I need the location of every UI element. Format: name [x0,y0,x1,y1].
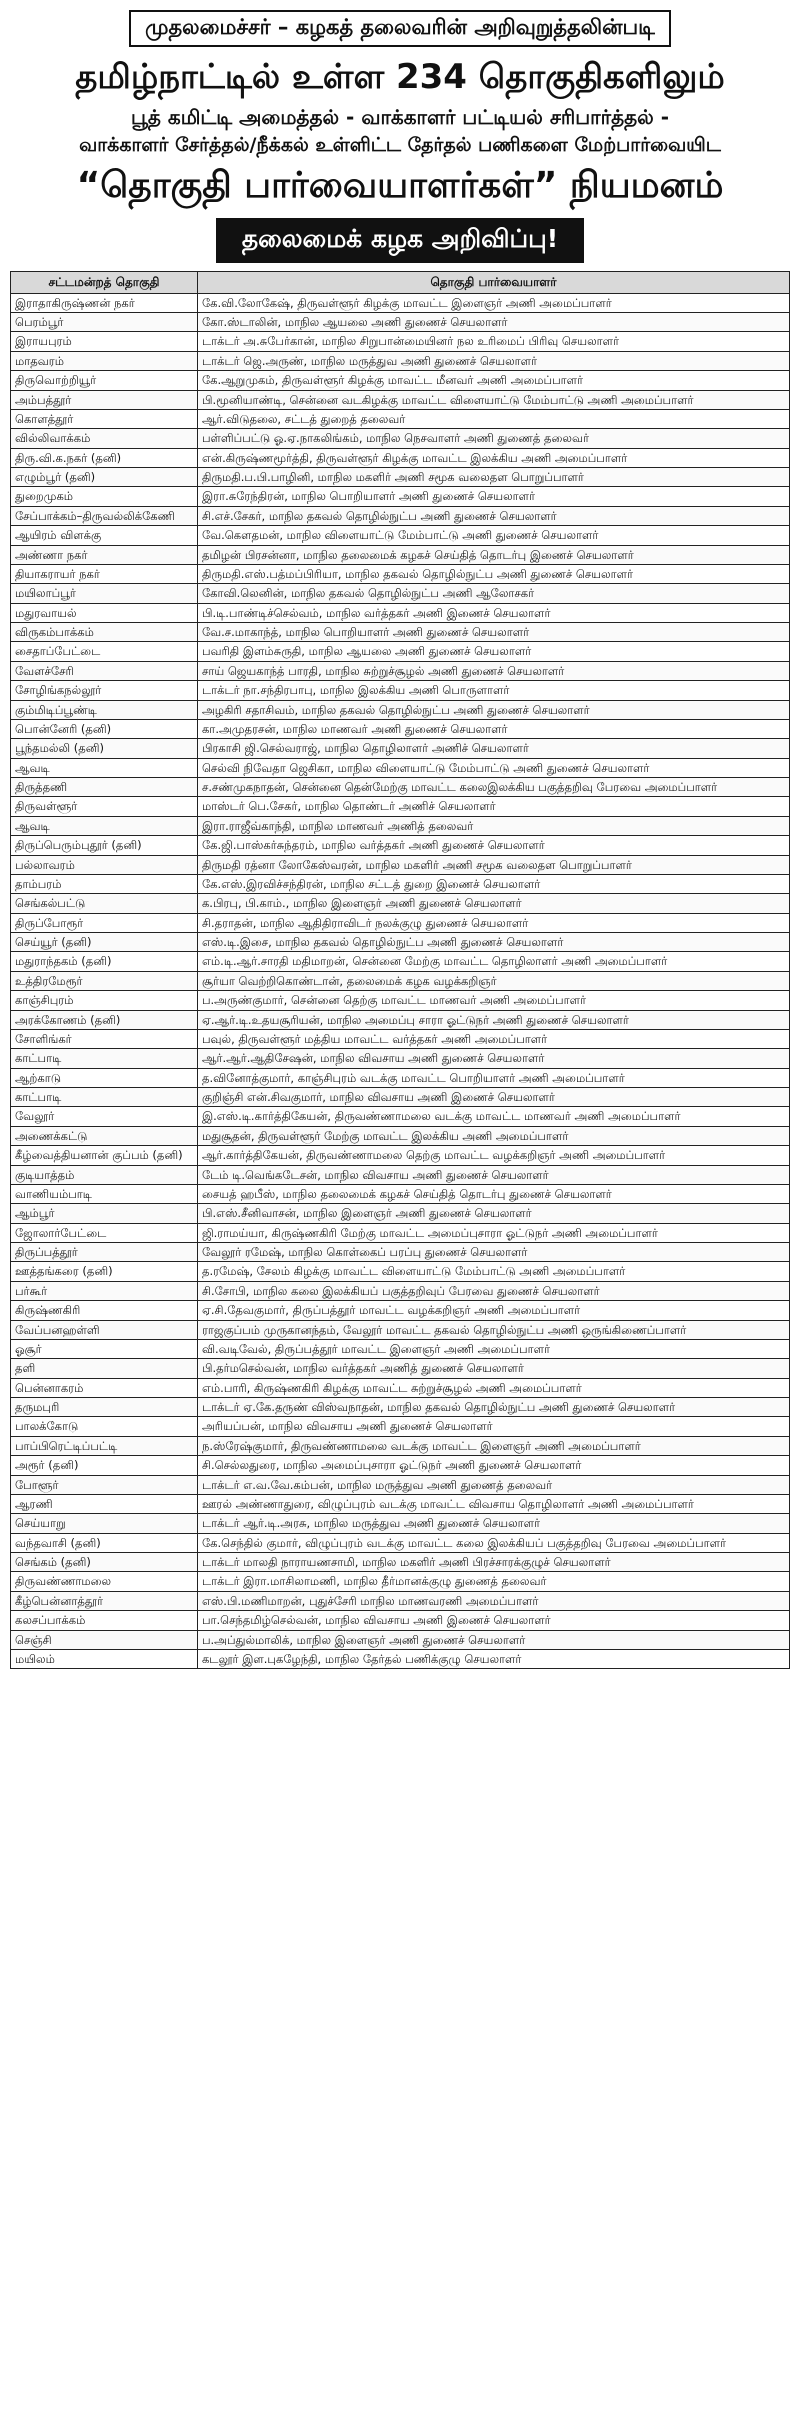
observer-cell: கோவி.லெனின், மாநில தகவல் தொழில்நுட்ப அணி ஆலோசகர் [197,584,789,603]
observer-cell: பி.எஸ்.சீனிவாசன், மாநில இளைஞர் அணி துணைச் செயலாளர் [197,1204,789,1223]
observer-cell: சி.சோபி, மாநில கலை இலக்கியப் பகுத்தறிவுப் பேரவை துணைச் செயலாளர் [197,1281,789,1300]
constituency-cell: கிருஷ்ணகிரி [11,1301,198,1320]
table-row [11,390,790,409]
table-row [11,1262,790,1281]
observer-cell: கே.ஜி.பாஸ்கர்சுந்தரம், மாநில வர்த்தகர் அணி துணைச் செயலாளர் [197,836,789,855]
table-row [11,1475,790,1494]
constituency-cell: செஞ்சி [11,1630,198,1649]
headline-primary: தமிழ்நாட்டில் உள்ள 234 தொகுதிகளிலும் [75,57,725,97]
observer-cell: பி.டி.பாண்டிச்செல்வம், மாநில வர்த்தகர் அணி இணைச் செயலாளர் [197,603,789,622]
table-row [11,797,790,816]
observer-cell: டாக்டர் ஏ.கே.தருண் விஸ்வநாதன், மாநில தகவல் தொழில்நுட்ப அணி துணைச் செயலாளர் [197,1398,789,1417]
constituency-cell: ஆற்காடு [11,1068,198,1087]
constituency-cell: மாதவரம் [11,351,198,370]
table-row [11,1649,790,1668]
table-row [11,1243,790,1262]
observer-cell: டாக்டர் எ.வ.வே.கம்பன், மாநில மருத்துவ அணி துணைத் தலைவர் [197,1475,789,1494]
observer-cell: டாக்டர் நா.சந்திரபாபு, மாநில இலக்கிய அணி பொருளாளர் [197,681,789,700]
constituency-cell: கீழ்பென்னாத்தூர் [11,1591,198,1610]
table-row [11,1010,790,1029]
table-row [11,1514,790,1533]
table-row [11,1611,790,1630]
table-row [11,371,790,390]
observer-cell: திருமதி ரத்னா லோகேஸ்வரன், மாநில மகளிர் அணி சமூக வலைதள பொறுப்பாளர் [197,855,789,874]
table-row [11,1107,790,1126]
observer-cell: ஊரல் அண்ணாதுரை, விழுப்புரம் வடக்கு மாவட்ட விவசாய தொழிலாளர் அணி அமைப்பாளர் [197,1494,789,1513]
table-row [11,894,790,913]
table-row [11,661,790,680]
constituency-cell: சோழிங்கநல்லூர் [11,681,198,700]
constituency-cell: திருப்பத்தூர் [11,1243,198,1262]
observer-cell: இ.எஸ்.டி.கார்த்திகேயன், திருவண்ணாமலை வடக்கு மாவட்ட மாணவர் அணி அமைப்பாளர் [197,1107,789,1126]
constituency-cell: பூந்தமல்லி (தனி) [11,739,198,758]
constituency-cell: திருப்போரூர் [11,913,198,932]
kicker-text: முதலமைச்சர் – கழகத் தலைவரின் அறிவுறுத்தலின்படி [129,10,671,47]
observer-cell: டாக்டர் ஆர்.டி.அரசு, மாநில மருத்துவ அணி துணைச் செயலாளர் [197,1514,789,1533]
constituency-cell: செங்கம் (தனி) [11,1553,198,1572]
observer-cell: ராஜகுப்பம் முருகானந்தம், வேலூர் மாவட்ட தகவல் தொழில்நுட்ப அணி ஒருங்கிணைப்பாளர் [197,1320,789,1339]
kicker-box [10,10,790,47]
table-row [11,778,790,797]
table-row [11,874,790,893]
table-row [11,952,790,971]
table-row [11,1126,790,1145]
table-row [11,816,790,835]
observer-cell: வேலூர் ரமேஷ், மாநில கொள்கைப் பரப்பு துணைச் செயலாளர் [197,1243,789,1262]
constituency-cell: பொன்னேரி (தனி) [11,719,198,738]
table-row [11,642,790,661]
table-row [11,1533,790,1552]
table-row [11,1320,790,1339]
constituency-cell: திருப்பெரும்புதூர் (தனி) [11,836,198,855]
observer-cell: வி.வடிவேல், திருப்பத்தூர் மாவட்ட இளைஞர் அணி அமைப்பாளர் [197,1339,789,1358]
table-row [11,739,790,758]
observer-cell: திருமதி.ப.பி.பாழினி, மாநில மகளிர் அணி சமூக வலைதள பொறுப்பாளர் [197,468,789,487]
constituency-cell: பல்லாவரம் [11,855,198,874]
constituency-cell: தியாகராயர் நகர் [11,564,198,583]
table-row [11,448,790,467]
table-row [11,719,790,738]
table-row [11,1630,790,1649]
observer-cell: பள்ளிப்பட்டு ஓ.ஏ.நாகலிங்கம், மாநில நெசவாளர் அணி துணைத் தலைவர் [197,429,789,448]
table-row [11,1184,790,1203]
observer-cell: எஸ்.பி.மணிமாறன், புதுச்சேரி மாநில மாணவரணி அமைப்பாளர் [197,1591,789,1610]
constituency-cell: மயிலம் [11,1649,198,1668]
observer-cell: ஏ.ஆர்.டி.உதயசூரியன், மாநில அமைப்பு சாரா ஓட்டுநர் அணி துணைச் செயலாளர் [197,1010,789,1029]
constituency-cell: ஆரணி [11,1494,198,1513]
constituency-cell: ஊத்தங்கரை (தனி) [11,1262,198,1281]
constituency-cell: மதுரவாயல் [11,603,198,622]
observer-cell: டேம் டி.வெங்கடேசன், மாநில விவசாய அணி துணைச் செயலாளர் [197,1165,789,1184]
table-row [11,409,790,428]
observer-cell: பா.செந்தமிழ்செல்வன், மாநில விவசாய அணி இணைச் செயலாளர் [197,1611,789,1630]
constituency-cell: சேப்பாக்கம்–திருவல்லிக்கேணி [11,506,198,525]
table-row [11,1204,790,1223]
subheadline-line-2: வாக்காளர் சேர்த்தல்/நீக்கல் உள்ளிட்ட தேர்தல் பணிகளை மேற்பார்வையிட [79,133,721,156]
table-row [11,1165,790,1184]
observer-cell: திருமதி.எஸ்.பத்மப்பிரியா, மாநில தகவல் தொழில்நுட்ப அணி துணைச் செயலாளர் [197,564,789,583]
table-row [11,293,790,312]
observer-cell: எஸ்.டி.இசை, மாநில தகவல் தொழில்நுட்ப அணி துணைச் செயலாளர் [197,933,789,952]
observer-cell: பி.தர்மசெல்வன், மாநில வர்த்தகர் அணித் துணைச் செயலாளர் [197,1359,789,1378]
constituency-cell: கலசப்பாக்கம் [11,1611,198,1630]
constituency-cell: இராயபுரம் [11,332,198,351]
constituency-cell: அண்ணா நகர் [11,545,198,564]
constituency-cell: பர்கூர் [11,1281,198,1300]
table-row [11,1088,790,1107]
constituency-cell: துறைமுகம் [11,487,198,506]
observer-cell: சி.செல்லதுரை, மாநில அமைப்புசாரா ஓட்டுநர் அணி துணைச் செயலாளர் [197,1456,789,1475]
constituency-cell: மதுராந்தகம் (தனி) [11,952,198,971]
observer-cell: இரா.ராஜீவ்காந்தி, மாநில மாணவர் அணித் தலைவர் [197,816,789,835]
observer-cell: இரா.சுரேந்திரன், மாநில பொறியாளர் அணி துணைச் செயலாளர் [197,487,789,506]
constituency-cell: இராதாகிருஷ்ணன் நகர் [11,293,198,312]
observer-cell: சையத் ஹபீஸ், மாநில தலைமைக் கழகச் செய்தித் தொடர்பு துணைச் செயலாளர் [197,1184,789,1203]
table-row [11,1456,790,1475]
constituency-cell: திருவண்ணாமலை [11,1572,198,1591]
table-row [11,681,790,700]
observer-cell: டாக்டர் ஜெ.அருண், மாநில மருத்துவ அணி துணைச் செயலாளர் [197,351,789,370]
constituency-cell: ஜோலார்பேட்டை [11,1223,198,1242]
table-row [11,758,790,777]
table-row [11,1146,790,1165]
table-row [11,1223,790,1242]
observer-cell: குறிஞ்சி என்.சிவகுமார், மாநில விவசாய அணி இணைச் செயலாளர் [197,1088,789,1107]
table-row [11,1553,790,1572]
constituency-cell: அரக்கோணம் (தனி) [11,1010,198,1029]
observers-table [10,271,790,1670]
observer-cell: கோ.ஸ்டாலின், மாநில ஆயலை அணி துணைச் செயலாளர் [197,313,789,332]
banner-wrap [10,218,790,263]
subheadline-line-1: பூத் கமிட்டி அமைத்தல் - வாக்காளர் பட்டியல் சரிபார்த்தல் - [131,104,669,129]
observer-cell: அரியப்பன், மாநில விவசாய அணி துணைச் செயலாளர் [197,1417,789,1436]
observer-cell: என்.கிருஷ்ணமூர்த்தி, திருவள்ளூர் கிழக்கு மாவட்ட இலக்கிய அணி அமைப்பாளர் [197,448,789,467]
table-row [11,913,790,932]
observer-cell: க.பிரபு, பி.காம்., மாநில இளைஞர் அணி துணைச் செயலாளர் [197,894,789,913]
constituency-cell: திருவொற்றியூர் [11,371,198,390]
table-row [11,623,790,642]
observer-cell: கே.ஆறுமுகம், திருவள்ளூர் கிழக்கு மாவட்ட மீனவர் அணி அமைப்பாளர் [197,371,789,390]
observer-cell: டாக்டர் மாலதி நாராயணசாமி, மாநில மகளிர் அணி பிரச்சாரக்குழுச் செயலாளர் [197,1553,789,1572]
constituency-cell: ஆவடி [11,816,198,835]
observer-cell: ச.சண்முகநாதன், சென்னை தென்மேற்கு மாவட்ட கலைஇலக்கிய பகுத்தறிவு பேரவை அமைப்பாளர் [197,778,789,797]
constituency-cell: ஆயிரம் விளக்கு [11,526,198,545]
column-header-observer: தொகுதி பார்வையாளர் [197,271,789,293]
constituency-cell: ஆம்பூர் [11,1204,198,1223]
observer-cell: பி.மூனியாண்டி, சென்னை வடகிழக்கு மாவட்ட விளையாட்டு மேம்பாட்டு அணி அமைப்பாளர் [197,390,789,409]
observer-cell: ஏ.சி.தேவகுமார், திருப்பத்தூர் மாவட்ட வழக்கறிஞர் அணி அமைப்பாளர் [197,1301,789,1320]
announcement-banner: தலைமைக் கழக அறிவிப்பு! [216,218,584,263]
observer-cell: டாக்டர் இரா.மாசிலாமணி, மாநில தீர்மானக்குழு துணைத் தலைவர் [197,1572,789,1591]
table-row [11,1049,790,1068]
constituency-cell: மயிலாப்பூர் [11,584,198,603]
constituency-cell: செங்கல்பட்டு [11,894,198,913]
constituency-cell: திரு.வி.க.நகர் (தனி) [11,448,198,467]
constituency-cell: வில்லிவாக்கம் [11,429,198,448]
table-row [11,1301,790,1320]
table-row [11,1494,790,1513]
table-row [11,1068,790,1087]
observer-cell: ஆர்.விடுதலை, சட்டத் துறைத் தலைவர் [197,409,789,428]
column-header-constituency: சட்டமன்றத் தொகுதி [11,271,198,293]
table-row [11,584,790,603]
table-row [11,1591,790,1610]
observer-cell: கே.எஸ்.இரவிச்சந்திரன், மாநில சட்டத் துறை இணைச் செயலாளர் [197,874,789,893]
constituency-cell: சைதாப்பேட்டை [11,642,198,661]
constituency-cell: திருவள்ளூர் [11,797,198,816]
constituency-cell: குடியாத்தம் [11,1165,198,1184]
table-row [11,1281,790,1300]
constituency-cell: தருமபுரி [11,1398,198,1417]
table-body [11,293,790,1669]
observer-cell: ந.ஸ்ரேஷ்குமார், திருவண்ணாமலை வடக்கு மாவட்ட இளைஞர் அணி அமைப்பாளர் [197,1436,789,1455]
observer-cell: த.ரமேஷ், சேலம் கிழக்கு மாவட்ட விளையாட்டு மேம்பாட்டு அணி அமைப்பாளர் [197,1262,789,1281]
observer-cell: எம்.டி.ஆர்.சாரதி மதிமாறன், சென்னை மேற்கு மாவட்ட தொழிலாளர் அணி அமைப்பாளர் [197,952,789,971]
constituency-cell: தளி [11,1359,198,1378]
constituency-cell: விருகம்பாக்கம் [11,623,198,642]
table-row [11,429,790,448]
constituency-cell: ஓசூர் [11,1339,198,1358]
constituency-cell: தாம்பரம் [11,874,198,893]
table-row [11,836,790,855]
constituency-cell: பாப்பிரெட்டிப்பட்டி [11,1436,198,1455]
observer-cell: அழகிரி சதாசிவம், மாநில தகவல் தொழில்நுட்ப அணி துணைச் செயலாளர் [197,700,789,719]
observer-cell: ஆர்.கார்த்திகேயன், திருவண்ணாமலை தெற்கு மாவட்ட வழக்கறிஞர் அணி அமைப்பாளர் [197,1146,789,1165]
table-row [11,1359,790,1378]
constituency-cell: அணைக்கட்டு [11,1126,198,1145]
headline-secondary: “தொகுதி பார்வையாளர்கள்” நியமனம் [76,165,724,207]
observer-cell: சூர்யா வெற்றிகொண்டான், தலைமைக் கழக வழக்கறிஞர் [197,971,789,990]
observer-cell: தமிழன் பிரசன்னா, மாநில தலைமைக் கழகச் செய்தித் தொடர்பு இணைச் செயலாளர் [197,545,789,564]
constituency-cell: எழும்பூர் (தனி) [11,468,198,487]
table-row [11,313,790,332]
constituency-cell: ஆவடி [11,758,198,777]
table-row [11,351,790,370]
observer-cell: வே.ச.மாகாந்த், மாநில பொறியாளர் அணி துணைச் செயலாளர் [197,623,789,642]
constituency-cell: அம்பத்தூர் [11,390,198,409]
table-row [11,468,790,487]
constituency-cell: உத்திரமேரூர் [11,971,198,990]
table-row [11,991,790,1010]
constituency-cell: பாலக்கோடு [11,1417,198,1436]
constituency-cell: பென்னாகரம் [11,1378,198,1397]
table-row [11,332,790,351]
observer-cell: பவரிதி இளம்சுருதி, மாநில ஆயலை அணி துணைச் செயலாளர் [197,642,789,661]
constituency-cell: வேலூர் [11,1107,198,1126]
constituency-cell: காட்பாடி [11,1049,198,1068]
table-row [11,1417,790,1436]
observer-cell: வே.கௌதமன், மாநில விளையாட்டு மேம்பாட்டு அணி துணைச் செயலாளர் [197,526,789,545]
table-row [11,1029,790,1048]
table-row [11,855,790,874]
constituency-cell: காட்பாடி [11,1088,198,1107]
table-header-row [11,271,790,293]
observer-cell: சாய் ஜெயகாந்த் பாரதி, மாநில சுற்றுச்சூழல் அணி துணைச் செயலாளர் [197,661,789,680]
observer-cell: கே.செந்தில் குமார், விழுப்புரம் வடக்கு மாவட்ட கலை இலக்கியப் பகுத்தறிவு பேரவை அமைப்பாளர் [197,1533,789,1552]
observer-cell: ஆர்.ஆர்.ஆதிசேஷன், மாநில விவசாய அணி துணைச் செயலாளர் [197,1049,789,1068]
constituency-cell: கும்மிடிப்பூண்டி [11,700,198,719]
table-row [11,487,790,506]
constituency-cell: காஞ்சிபுரம் [11,991,198,1010]
observer-cell: ஜி.ராமய்யா, கிருஷ்ணகிரி மேற்கு மாவட்ட அமைப்புசாரா ஓட்டுநர் அணி அமைப்பாளர் [197,1223,789,1242]
table-row [11,1339,790,1358]
observer-cell: செல்வி நிவேதா ஜெசிகா, மாநில விளையாட்டு மேம்பாட்டு அணி துணைச் செயலாளர் [197,758,789,777]
constituency-cell: கீழ்வைத்தியனான் குப்பம் (தனி) [11,1146,198,1165]
constituency-cell: வேளச்சேரி [11,661,198,680]
observer-cell: சி.எச்.சேகர், மாநில தகவல் தொழில்நுட்ப அணி துணைச் செயலாளர் [197,506,789,525]
observer-cell: கே.வி.லோகேஷ், திருவள்ளூர் கிழக்கு மாவட்ட இளைஞர் அணி அமைப்பாளர் [197,293,789,312]
constituency-cell: பெரம்பூர் [11,313,198,332]
constituency-cell: செய்யூர் (தனி) [11,933,198,952]
constituency-cell: சோளிங்கர் [11,1029,198,1048]
observer-cell: மதுசூதன், திருவள்ளூர் மேற்கு மாவட்ட இலக்கிய அணி அமைப்பாளர் [197,1126,789,1145]
observer-cell: ப.அப்துல்மாலிக், மாநில இளைஞர் அணி துணைச் செயலாளர் [197,1630,789,1649]
observer-cell: எம்.பாரி, கிருஷ்ணகிரி கிழக்கு மாவட்ட சுற்றுச்சூழல் அணி அமைப்பாளர் [197,1378,789,1397]
table-row [11,526,790,545]
constituency-cell: அரூர் (தனி) [11,1456,198,1475]
constituency-cell: திருத்தணி [11,778,198,797]
observer-cell: மாஸ்டர் பெ.சேகர், மாநில தொண்டர் அணிச் செயலாளர் [197,797,789,816]
table-row [11,1378,790,1397]
table-row [11,933,790,952]
constituency-cell: போளூர் [11,1475,198,1494]
table-row [11,506,790,525]
table-row [11,545,790,564]
observer-cell: ப.அருண்குமார், சென்னை தெற்கு மாவட்ட மாணவர் அணி அமைப்பாளர் [197,991,789,1010]
table-row [11,1572,790,1591]
observer-cell: கா.அமுதரசன், மாநில மாணவர் அணி துணைச் செயலாளர் [197,719,789,738]
observer-cell: த.வினோத்குமார், காஞ்சிபுரம் வடக்கு மாவட்ட பொறியாளர் அணி அமைப்பாளர் [197,1068,789,1087]
observer-cell: பவுல், திருவள்ளூர் மத்திய மாவட்ட வர்த்தகர் அணி அமைப்பாளர் [197,1029,789,1048]
table-row [11,1398,790,1417]
constituency-cell: வந்தவாசி (தனி) [11,1533,198,1552]
constituency-cell: கொளத்தூர் [11,409,198,428]
table-row [11,700,790,719]
table-row [11,971,790,990]
constituency-cell: செய்யாறு [11,1514,198,1533]
table-row [11,1436,790,1455]
observer-cell: கடலூர் இள.புகழேந்தி, மாநில தேர்தல் பணிக்குழு செயலாளர் [197,1649,789,1668]
observer-cell: பிரகாசி ஜி.செல்வராஜ், மாநில தொழிலாளர் அணிச் செயலாளர் [197,739,789,758]
table-row [11,603,790,622]
table-row [11,564,790,583]
observer-cell: சி.தராதன், மாநில ஆதிதிராவிடர் நலக்குழு துணைச் செயலாளர் [197,913,789,932]
constituency-cell: வாணியம்பாடி [11,1184,198,1203]
constituency-cell: வேப்பனஹள்ளி [11,1320,198,1339]
observer-cell: டாக்டர் அ.சுபேர்கான், மாநில சிறுபான்மையினர் நல உரிமைப் பிரிவு செயலாளர் [197,332,789,351]
